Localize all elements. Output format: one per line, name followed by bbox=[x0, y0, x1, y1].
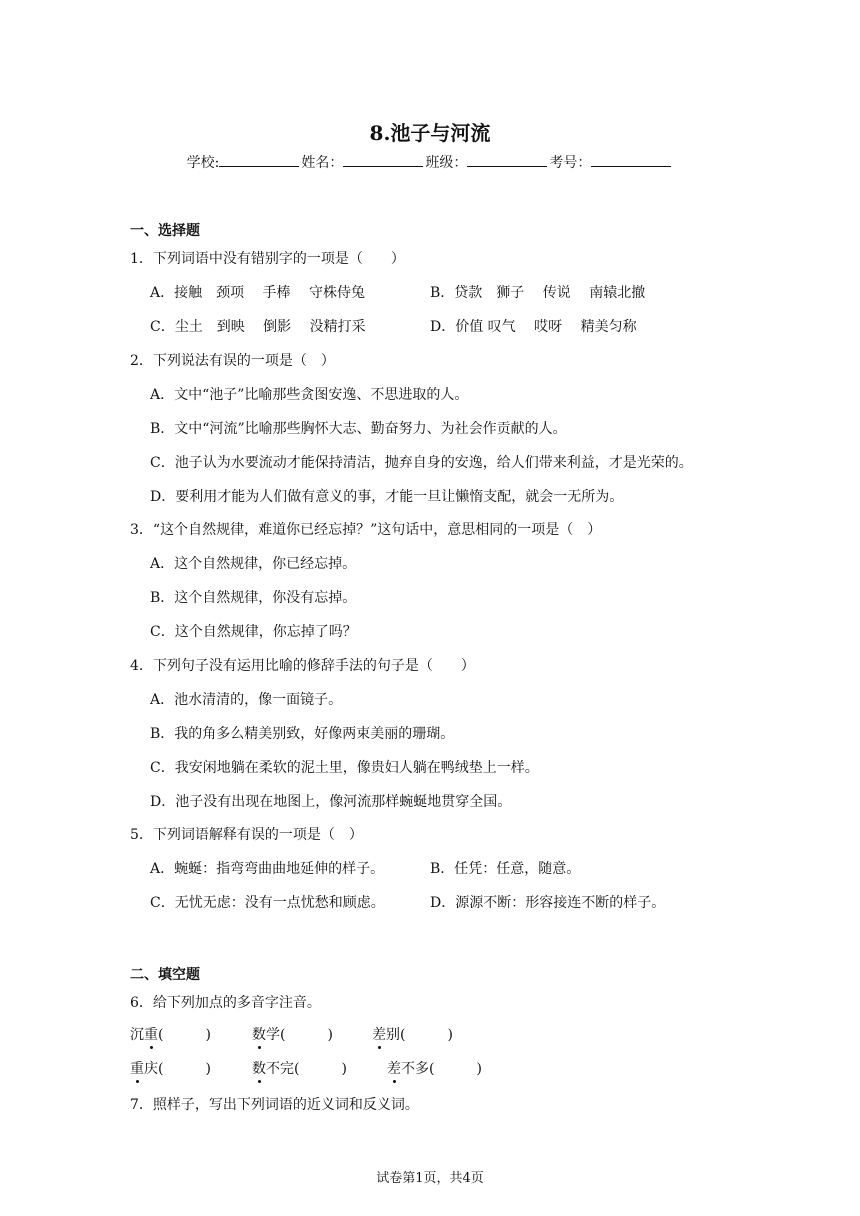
question-1-option-d[interactable]: D．价值 叹气 哎呀 精美匀称 bbox=[430, 319, 637, 335]
question-3-stem: 3．“这个自然规律，难道你已经忘掉？”这句话中，意思相同的一项是（ ） bbox=[130, 522, 602, 538]
pinyin-answer-blank: 别( ) bbox=[386, 1027, 453, 1043]
school-label: 学校: bbox=[186, 155, 220, 171]
question-1-option-b[interactable]: B．贷款 狮子 传说 南辕北撤 bbox=[430, 285, 646, 301]
question-6-stem: 6．给下列加点的多音字注音。 bbox=[130, 995, 321, 1011]
pinyin-item[interactable] bbox=[252, 1024, 333, 1044]
pinyin-item[interactable] bbox=[130, 1058, 211, 1078]
question-1-stem: 1．下列词语中没有错别字的一项是（ ） bbox=[130, 251, 405, 267]
page-footer: 试卷第1页，共4页 bbox=[376, 1171, 484, 1186]
question-5-option-d[interactable]: D．源源不断：形容接连不断的样子。 bbox=[430, 895, 666, 911]
question-5-option-a[interactable]: A．蜿蜒：指弯弯曲曲地延伸的样子。 bbox=[150, 861, 385, 877]
question-4-option-a[interactable]: A．池水清清的，像一面镜子。 bbox=[150, 692, 343, 708]
pinyin-item[interactable] bbox=[387, 1058, 482, 1078]
question-7-stem: 7．照样子，写出下列词语的近义词和反义词。 bbox=[130, 1097, 419, 1113]
question-3-option-a[interactable]: A．这个自然规律，你已经忘掉。 bbox=[150, 556, 357, 572]
class-blank[interactable] bbox=[467, 152, 547, 167]
question-2-option-c[interactable]: C．池子认为水要流动才能保持清洁，抛弃自身的安逸，给人们带来利益，才是光荣的。 bbox=[150, 455, 693, 471]
dotted-character: 数 bbox=[252, 1024, 266, 1044]
pinyin-word-part: 沉 bbox=[130, 1027, 144, 1043]
name-blank[interactable] bbox=[343, 152, 423, 167]
dotted-character: 重 bbox=[144, 1024, 158, 1044]
question-2-stem: 2．下列说法有误的一项是（ ） bbox=[130, 353, 335, 369]
dotted-character: 重 bbox=[130, 1058, 144, 1078]
question-2-option-d[interactable]: D．要利用才能为人们做有意义的事，才能一旦让懒惰支配，就会一无所为。 bbox=[150, 489, 624, 505]
number-label: 考号： bbox=[549, 155, 592, 171]
dotted-character: 数 bbox=[252, 1058, 266, 1078]
question-1-option-a[interactable]: A．接触 颈项 手棒 守株侍兔 bbox=[150, 285, 366, 301]
pinyin-item[interactable] bbox=[130, 1024, 211, 1044]
dotted-character: 差 bbox=[372, 1024, 386, 1044]
pinyin-answer-blank: 不多( ) bbox=[401, 1061, 482, 1077]
question-2-option-b[interactable]: B．文中“河流”比喻那些胸怀大志、勤奋努力、为社会作贡献的人。 bbox=[150, 421, 567, 437]
question-5-option-c[interactable]: C．无忧无虑：没有一点忧愁和顾虑。 bbox=[150, 895, 385, 911]
page-title: 8.池子与河流 bbox=[369, 121, 491, 145]
question-4-stem: 4．下列句子没有运用比喻的修辞手法的句子是（ ） bbox=[130, 658, 475, 674]
question-3-option-b[interactable]: B．这个自然规律，你没有忘掉。 bbox=[150, 590, 357, 606]
question-2-option-a[interactable]: A．文中“池子”比喻那些贪图安逸、不思进取的人。 bbox=[150, 387, 469, 403]
pinyin-answer-blank: 不完( ) bbox=[266, 1061, 347, 1077]
section-heading-fill: 二、填空题 bbox=[130, 967, 200, 983]
question-3-option-c[interactable]: C．这个自然规律，你忘掉了吗？ bbox=[150, 624, 357, 640]
pinyin-item[interactable] bbox=[372, 1024, 453, 1044]
name-label: 姓名： bbox=[301, 155, 344, 171]
dotted-character: 差 bbox=[387, 1058, 401, 1078]
section-heading-choice: 一、选择题 bbox=[130, 223, 200, 239]
student-info-line bbox=[0, 152, 860, 172]
question-4-option-c[interactable]: C．我安闲地躺在柔软的泥土里，像贵妇人躺在鸭绒垫上一样。 bbox=[150, 760, 539, 776]
question-4-option-b[interactable]: B．我的角多么精美别致，好像两束美丽的珊瑚。 bbox=[150, 726, 455, 742]
pinyin-answer-blank: 学( ) bbox=[266, 1027, 333, 1043]
question-5-option-b[interactable]: B．任凭：任意，随意。 bbox=[430, 861, 581, 877]
class-label: 班级： bbox=[425, 155, 468, 171]
question-4-option-d[interactable]: D．池子没有出现在地图上，像河流那样蜿蜒地贯穿全国。 bbox=[150, 794, 512, 810]
question-5-stem: 5．下列词语解释有误的一项是（ ） bbox=[130, 827, 363, 843]
pinyin-answer-blank: ( ) bbox=[158, 1027, 211, 1043]
question-1-option-c[interactable]: C．尘土 到映 倒影 没精打采 bbox=[150, 319, 366, 335]
number-blank[interactable] bbox=[591, 152, 671, 167]
pinyin-item[interactable] bbox=[252, 1058, 347, 1078]
pinyin-answer-blank: 庆( ) bbox=[144, 1061, 211, 1077]
school-blank[interactable] bbox=[219, 152, 299, 167]
